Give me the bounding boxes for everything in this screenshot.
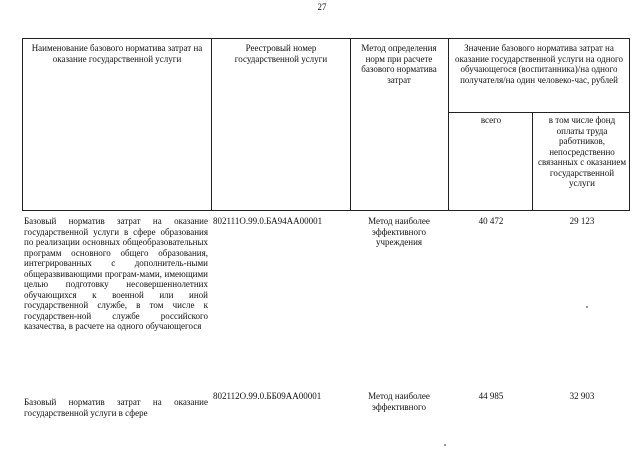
row-2-method: Метод наиболее эффективного bbox=[368, 391, 430, 412]
row-1-code: 802111О.99.0.БА94АА00001 bbox=[213, 216, 323, 226]
scan-speck bbox=[586, 306, 588, 308]
col-border-3 bbox=[448, 38, 449, 210]
header-value-total: всего bbox=[480, 115, 502, 125]
row-2-total: 44 985 bbox=[478, 391, 504, 401]
col-border-2 bbox=[350, 38, 351, 210]
header-value-payroll: в том числе фонд оплаты труда работников, непосредственно связанных с оказанием государственной услуги bbox=[537, 115, 627, 188]
subheader-divider bbox=[448, 112, 630, 113]
row-2-name: Базовый норматив затрат на оказание государственной услуги в сфере bbox=[24, 397, 208, 418]
header-registry-number: Реестровый номер государственной услуги bbox=[234, 43, 328, 64]
table-top-border bbox=[22, 38, 630, 39]
row-1-method: Метод наиболее эффективного учреждения bbox=[368, 216, 430, 247]
row-2-code: 802112О.99.0.ББ09АА00001 bbox=[213, 391, 322, 401]
header-method: Метод определения норм при расчете базового норматива затрат bbox=[361, 43, 437, 85]
scan-speck bbox=[444, 444, 446, 446]
header-bottom-border bbox=[22, 210, 630, 211]
col-border-4 bbox=[532, 112, 533, 210]
row-1-name: Базовый норматив затрат на оказание государственной услуги в сфере образования по реализации основных общеобразовательных программ основного общего образования, интегрированных с дополнитель-ными общеразвивающими програм-мами, имеющими целью подготовку несовершеннолетних обучающихся к военной или иной государственной службе, в том числе к государствен-ной службе российского казачества, в расчете на одного обучающегося bbox=[24, 216, 208, 331]
row-2-payroll: 32 903 bbox=[569, 391, 595, 401]
page-number: 27 bbox=[317, 2, 327, 12]
col-border-left bbox=[22, 38, 23, 210]
row-1-payroll: 29 123 bbox=[569, 216, 595, 226]
header-value: Значение базового норматива затрат на оказание государственной услуги на одного обучающегося (воспитанника)/на одного получателя/на один человеко-час, рублей bbox=[455, 43, 623, 85]
col-border-1 bbox=[211, 38, 212, 210]
row-1-total: 40 472 bbox=[478, 216, 504, 226]
header-name: Наименование базового норматива затрат на оказание государственной услуги bbox=[31, 43, 203, 64]
col-border-right bbox=[629, 38, 630, 210]
